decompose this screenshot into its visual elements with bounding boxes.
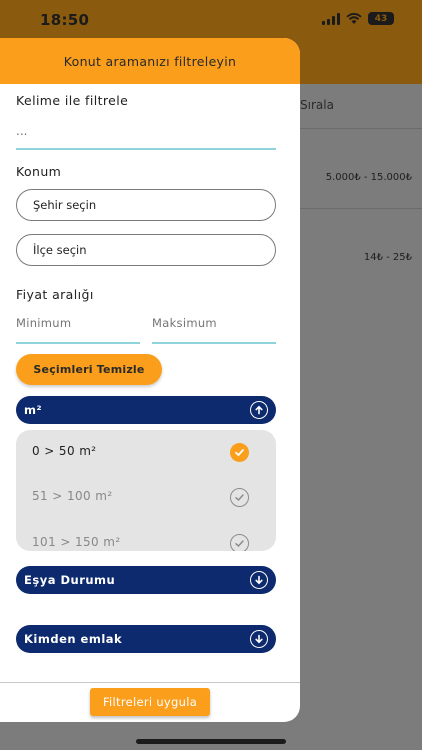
divider bbox=[300, 128, 422, 129]
location-label: Konum bbox=[16, 164, 62, 179]
status-bar bbox=[0, 0, 422, 40]
check-unselected-icon[interactable] bbox=[230, 534, 249, 551]
status-time: 18:50 bbox=[40, 11, 90, 29]
min-price-underline bbox=[16, 342, 140, 344]
chevron-down-icon[interactable] bbox=[250, 630, 268, 648]
chevron-up-icon[interactable] bbox=[250, 401, 268, 419]
check-selected-icon[interactable] bbox=[230, 443, 249, 462]
max-price-input[interactable] bbox=[152, 316, 276, 330]
max-price-underline bbox=[152, 342, 276, 344]
price-range-label: Fiyat aralığı bbox=[16, 287, 94, 302]
city-select[interactable] bbox=[16, 189, 276, 221]
home-indicator[interactable] bbox=[136, 739, 286, 744]
area-option[interactable]: 0 > 50 m² bbox=[32, 444, 97, 458]
cellular-signal-icon bbox=[322, 13, 340, 25]
check-unselected-icon[interactable] bbox=[230, 488, 249, 507]
min-price-input[interactable] bbox=[16, 316, 140, 330]
clear-selections-button[interactable]: Seçimleri Temizle bbox=[16, 354, 162, 385]
district-select-label: İlçe seçin bbox=[33, 243, 87, 257]
keyword-input[interactable] bbox=[16, 124, 276, 138]
listing-price-range: 5.000₺ - 15.000₺ bbox=[325, 172, 412, 183]
area-accordion-title: m² bbox=[24, 403, 43, 417]
from-whom-accordion-title: Kimden emlak bbox=[24, 632, 123, 646]
city-select-label: Şehir seçin bbox=[33, 198, 97, 212]
battery-icon: 43 bbox=[368, 12, 394, 25]
district-select[interactable] bbox=[16, 234, 276, 266]
status-icons bbox=[322, 12, 394, 25]
area-option[interactable]: 51 > 100 m² bbox=[32, 489, 113, 503]
area-options-panel bbox=[16, 430, 276, 551]
furniture-accordion-title: Eşya Durumu bbox=[24, 573, 116, 587]
listing-price-range: 14₺ - 25₺ bbox=[363, 252, 412, 263]
keyword-underline bbox=[16, 148, 276, 150]
keyword-label: Kelime ile filtrele bbox=[16, 93, 129, 108]
furniture-accordion-header[interactable] bbox=[16, 566, 276, 594]
chevron-down-icon[interactable] bbox=[250, 571, 268, 589]
footer-divider bbox=[0, 682, 300, 683]
filter-drawer bbox=[0, 38, 300, 722]
area-option[interactable]: 101 > 150 m² bbox=[32, 535, 121, 549]
from-whom-accordion-header[interactable] bbox=[16, 625, 276, 653]
sort-label[interactable]: Sırala bbox=[300, 98, 334, 112]
divider bbox=[300, 208, 422, 209]
drawer-title: Konut aramanızı filtreleyin bbox=[0, 38, 300, 84]
area-accordion-header[interactable] bbox=[16, 396, 276, 424]
apply-filters-button[interactable]: Filtreleri uygula bbox=[90, 688, 210, 716]
wifi-icon bbox=[346, 13, 362, 25]
